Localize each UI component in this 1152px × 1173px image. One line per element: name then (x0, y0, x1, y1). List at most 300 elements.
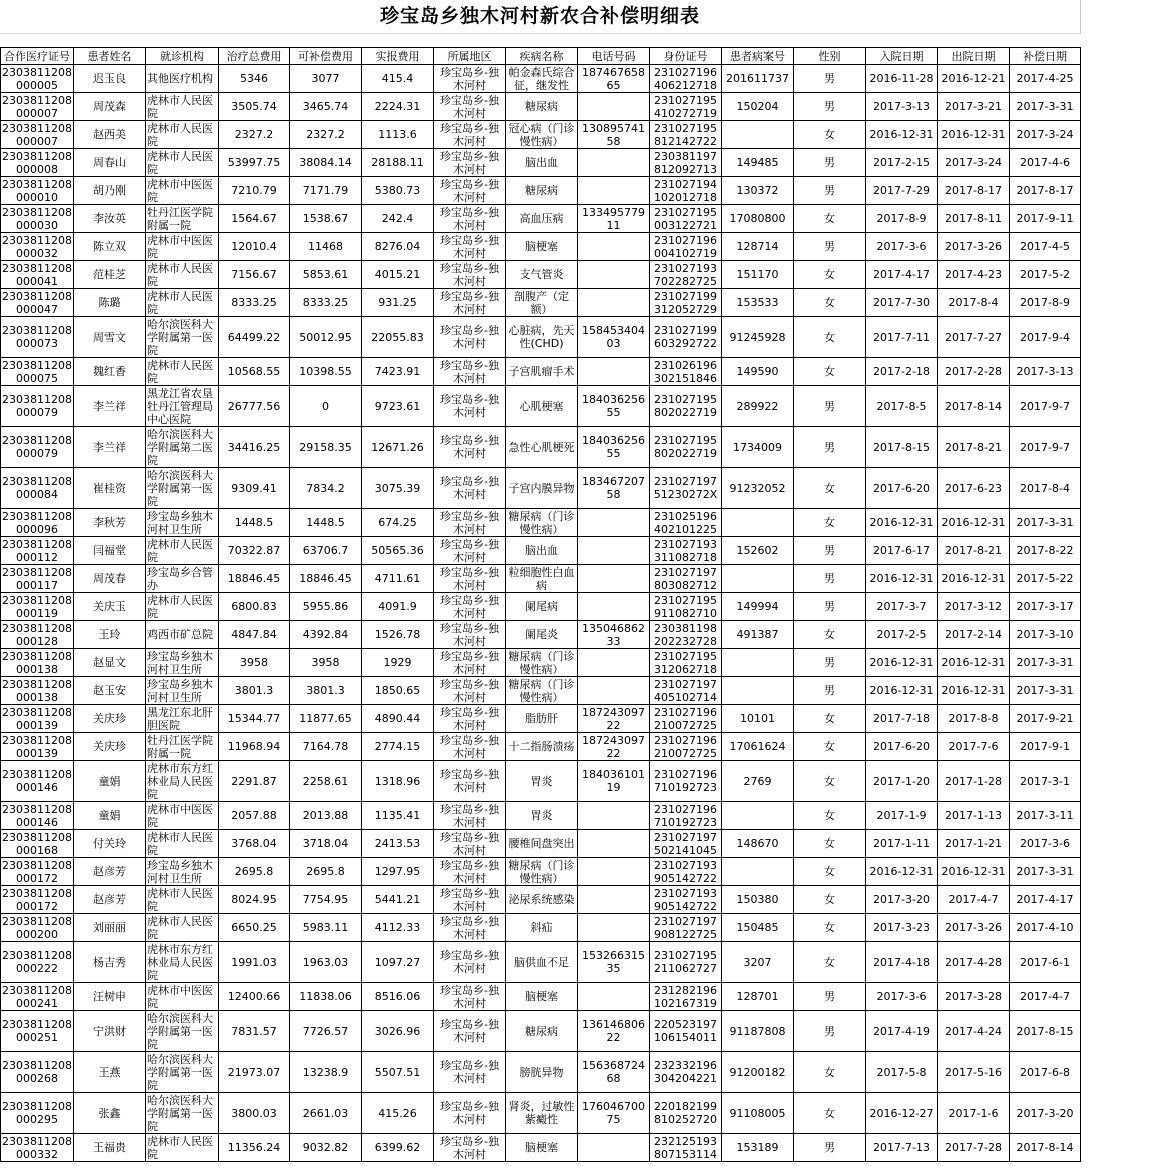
table-cell[interactable]: 范桂芝 (74, 261, 146, 289)
table-cell[interactable] (578, 537, 650, 565)
table-cell[interactable] (578, 802, 650, 830)
table-cell[interactable]: 231027199312052729 (650, 289, 722, 317)
table-cell[interactable]: 18846.45 (219, 565, 290, 593)
table-cell[interactable]: 3505.74 (219, 93, 290, 121)
table-cell[interactable]: 2017-3-20 (1010, 1093, 1081, 1134)
table-cell[interactable]: 5346 (219, 65, 290, 93)
table-cell[interactable]: 2327.2 (219, 121, 290, 149)
column-header[interactable]: 合作医疗证号 (1, 48, 74, 65)
table-cell[interactable]: 糖尿病 (506, 177, 578, 205)
table-cell[interactable]: 13349577911 (578, 205, 650, 233)
table-cell[interactable]: 153189 (722, 1134, 794, 1162)
table-cell[interactable]: 女 (794, 621, 866, 649)
table-cell[interactable]: 男 (794, 93, 866, 121)
table-cell[interactable]: 2017-6-20 (866, 468, 938, 509)
table-cell[interactable]: 陈璐 (74, 289, 146, 317)
table-cell[interactable]: 2017-1-11 (866, 830, 938, 858)
table-cell[interactable]: 17604670075 (578, 1093, 650, 1134)
table-cell[interactable]: 2017-2-5 (866, 621, 938, 649)
table-cell[interactable]: 1113.6 (362, 121, 434, 149)
table-cell[interactable]: 2017-3-26 (938, 914, 1010, 942)
table-cell[interactable]: 2303811208000073 (1, 317, 74, 358)
table-cell[interactable]: 2017-7-11 (866, 317, 938, 358)
table-cell[interactable]: 7210.79 (219, 177, 290, 205)
table-cell[interactable]: 珍宝岛乡-独木河村 (434, 1134, 506, 1162)
table-cell[interactable]: 2017-2-15 (866, 149, 938, 177)
table-cell[interactable]: 珍宝岛乡独木河村卫生所 (146, 677, 219, 705)
table-cell[interactable]: 黑龙江省农垦牡丹江管理局中心医院 (146, 386, 219, 427)
table-cell[interactable]: 11968.94 (219, 733, 290, 761)
table-cell[interactable]: 2017-2-28 (938, 358, 1010, 386)
table-cell[interactable]: 2303811208000005 (2, 65, 72, 92)
table-cell[interactable]: 2327.2 (290, 121, 362, 149)
table-cell[interactable]: 2303811208000117 (2, 565, 72, 592)
table-cell[interactable]: 珍宝岛乡-独木河村 (434, 177, 506, 205)
table-cell[interactable]: 5507.51 (362, 1052, 434, 1093)
table-cell[interactable]: 珍宝岛乡-独木河村 (434, 802, 506, 830)
table-cell[interactable]: 231027197502141045 (650, 830, 722, 858)
table-cell[interactable]: 232125193807153114 (650, 1134, 722, 1162)
table-cell[interactable]: 宁洪财 (74, 1011, 146, 1052)
table-cell[interactable]: 童娟 (74, 761, 146, 802)
table-cell[interactable]: 34416.25 (219, 427, 290, 468)
table-cell[interactable]: 5853.61 (290, 261, 362, 289)
table-cell[interactable]: 231027196406212718 (650, 65, 722, 93)
table-cell[interactable]: 黑龙江东北肝胆医院 (146, 705, 219, 733)
table-cell[interactable]: 10398.55 (290, 358, 362, 386)
table-cell[interactable]: 2017-9-1 (1010, 733, 1081, 761)
table-cell[interactable]: 2303811208000079 (1, 386, 74, 427)
table-cell[interactable]: 珍宝岛乡-独木河村 (434, 621, 506, 649)
table-cell[interactable]: 2017-4-19 (866, 1011, 938, 1052)
column-header[interactable]: 实报费用 (362, 48, 434, 65)
table-cell[interactable]: 2017-8-14 (938, 386, 1010, 427)
table-cell[interactable]: 11877.65 (290, 705, 362, 733)
table-cell[interactable]: 2661.03 (290, 1093, 362, 1134)
table-cell[interactable]: 231027196710192723 (650, 761, 722, 802)
table-cell[interactable]: 2016-12-31 (866, 121, 938, 149)
table-cell[interactable]: 汪树申 (74, 983, 146, 1011)
table-cell[interactable]: 2017-3-31 (1010, 649, 1081, 677)
table-cell[interactable]: 2017-3-11 (1010, 802, 1081, 830)
table-cell[interactable]: 2016-12-31 (938, 509, 1010, 537)
table-cell[interactable] (578, 289, 650, 317)
table-cell[interactable]: 虎林市人民医院 (146, 1134, 219, 1162)
table-cell[interactable]: 珍宝岛乡-独木河村 (434, 565, 506, 593)
table-cell[interactable]: 关庆珍 (74, 733, 146, 761)
table-cell[interactable]: 3465.74 (290, 93, 362, 121)
table-cell[interactable]: 2017-3-13 (1010, 358, 1081, 386)
table-cell[interactable]: 男 (794, 537, 866, 565)
table-cell[interactable]: 珍宝岛乡-独木河村 (434, 942, 506, 983)
table-cell[interactable]: 珍宝岛乡-独木河村 (434, 677, 506, 705)
table-cell[interactable]: 150485 (722, 914, 794, 942)
column-header[interactable]: 疾病名称 (506, 48, 578, 65)
table-cell[interactable]: 3768.04 (219, 830, 290, 858)
table-cell[interactable]: 珍宝岛乡独木河村卫生所 (146, 858, 219, 886)
table-cell[interactable]: 陈立双 (74, 233, 146, 261)
table-cell[interactable]: 15636872468 (578, 1052, 650, 1093)
table-cell[interactable]: 2303811208000119 (2, 593, 72, 620)
table-cell[interactable]: 2017-5-16 (938, 1052, 1010, 1093)
table-cell[interactable]: 8333.25 (290, 289, 362, 317)
table-cell[interactable]: 斜疝 (506, 914, 578, 942)
table-cell[interactable]: 珍宝岛乡-独木河村 (434, 537, 506, 565)
table-cell[interactable]: 胃炎 (506, 802, 578, 830)
table-cell[interactable] (578, 649, 650, 677)
table-cell[interactable]: 刘丽丽 (74, 914, 146, 942)
table-cell[interactable]: 周春山 (74, 149, 146, 177)
table-cell[interactable]: 关庆珍 (74, 705, 146, 733)
table-cell[interactable]: 91200182 (722, 1052, 794, 1093)
table-cell[interactable]: 4392.84 (290, 621, 362, 649)
table-cell[interactable]: 2017-3-6 (866, 233, 938, 261)
table-cell[interactable] (722, 565, 794, 593)
column-header[interactable]: 治疗总费用 (219, 48, 290, 65)
table-cell[interactable]: 6399.62 (362, 1134, 434, 1162)
table-cell[interactable]: 糖尿病（门诊慢性病） (506, 677, 578, 705)
table-cell[interactable]: 128701 (722, 983, 794, 1011)
table-cell[interactable]: 12671.26 (362, 427, 434, 468)
table-cell[interactable]: 哈尔滨医科大学附属第一医院 (146, 1052, 219, 1093)
table-cell[interactable]: 3958 (290, 649, 362, 677)
table-cell[interactable]: 5441.21 (362, 886, 434, 914)
table-cell[interactable]: 2303811208000138 (2, 649, 72, 676)
table-cell[interactable]: 珍宝岛乡合管办 (146, 565, 219, 593)
table-cell[interactable]: 2303811208000200 (2, 914, 72, 941)
table-cell[interactable]: 2017-3-6 (866, 983, 938, 1011)
table-cell[interactable]: 胃炎 (506, 761, 578, 802)
table-cell[interactable]: 珍宝岛乡-独木河村 (434, 65, 506, 93)
table-cell[interactable]: 男 (794, 1134, 866, 1162)
table-cell[interactable]: 2016-12-31 (866, 858, 938, 886)
table-cell[interactable] (578, 830, 650, 858)
table-cell[interactable]: 虎林市人民医院 (146, 914, 219, 942)
table-cell[interactable]: 148670 (722, 830, 794, 858)
table-cell[interactable]: 糖尿病（门诊慢性病） (506, 509, 578, 537)
table-cell[interactable]: 231027196004102719 (650, 233, 722, 261)
table-cell[interactable]: 女 (794, 830, 866, 858)
table-cell[interactable]: 珍宝岛乡-独木河村 (434, 427, 506, 468)
table-cell[interactable]: 珍宝岛乡-独木河村 (434, 983, 506, 1011)
table-cell[interactable]: 231027199603292722 (650, 317, 722, 358)
table-cell[interactable]: 虎林市人民医院 (146, 537, 219, 565)
table-cell[interactable]: 2017-8-22 (1010, 537, 1081, 565)
table-cell[interactable]: 脑梗塞 (506, 1134, 578, 1162)
table-cell[interactable]: 哈尔滨医科大学附属第一医院 (146, 1093, 219, 1134)
table-cell[interactable]: 剖腹产（定额） (506, 289, 578, 317)
table-cell[interactable]: 2303811208000079 (1, 427, 74, 468)
table-cell[interactable]: 2017-3-31 (1010, 677, 1081, 705)
table-cell[interactable]: 迟玉良 (74, 65, 146, 93)
table-cell[interactable]: 2017-1-21 (938, 830, 1010, 858)
table-cell[interactable]: 王燕 (74, 1052, 146, 1093)
table-cell[interactable]: 6650.25 (219, 914, 290, 942)
table-cell[interactable]: 1297.95 (362, 858, 434, 886)
table-cell[interactable]: 8024.95 (219, 886, 290, 914)
column-header[interactable]: 患者姓名 (74, 48, 146, 65)
table-cell[interactable]: 2017-1-9 (866, 802, 938, 830)
table-cell[interactable]: 1850.65 (362, 677, 434, 705)
table-cell[interactable]: 珍宝岛乡-独木河村 (434, 386, 506, 427)
table-cell[interactable]: 2016-12-31 (866, 649, 938, 677)
table-cell[interactable]: 231027195312062718 (650, 649, 722, 677)
table-cell[interactable]: 2017-4-17 (866, 261, 938, 289)
table-cell[interactable]: 9032.82 (290, 1134, 362, 1162)
table-cell[interactable]: 支气管炎 (506, 261, 578, 289)
table-cell[interactable]: 289922 (722, 386, 794, 427)
table-cell[interactable]: 3026.96 (362, 1011, 434, 1052)
table-cell[interactable]: 膀胱异物 (506, 1052, 578, 1093)
table-cell[interactable]: 女 (794, 205, 866, 233)
table-cell[interactable]: 2303811208000138 (2, 677, 72, 704)
column-header[interactable]: 所属地区 (434, 48, 506, 65)
table-cell[interactable]: 帕金森氏综合征，继发性 (506, 65, 578, 93)
table-cell[interactable]: 10568.55 (219, 358, 290, 386)
table-cell[interactable]: 泌尿系统感染 (506, 886, 578, 914)
table-cell[interactable]: 男 (794, 386, 866, 427)
table-cell[interactable]: 虎林市人民医院 (146, 830, 219, 858)
table-cell[interactable]: 231027195211062727 (650, 942, 722, 983)
table-cell[interactable]: 2017-8-9 (1010, 289, 1081, 317)
table-cell[interactable]: 2017-8-8 (938, 705, 1010, 733)
table-cell[interactable]: 151170 (722, 261, 794, 289)
table-cell[interactable]: 珍宝岛乡-独木河村 (434, 468, 506, 509)
table-cell[interactable]: 150204 (722, 93, 794, 121)
table-cell[interactable]: 15344.77 (219, 705, 290, 733)
table-cell[interactable]: 3801.3 (219, 677, 290, 705)
table-cell[interactable]: 女 (794, 121, 866, 149)
table-cell[interactable]: 2303811208000172 (2, 858, 72, 885)
table-cell[interactable]: 2017-4-28 (938, 942, 1010, 983)
table-cell[interactable]: 2017-7-6 (938, 733, 1010, 761)
table-cell[interactable]: 2017-3-13 (866, 93, 938, 121)
table-cell[interactable]: 2303811208000041 (2, 261, 72, 288)
table-cell[interactable]: 2017-1-20 (866, 761, 938, 802)
table-cell[interactable]: 2057.88 (219, 802, 290, 830)
table-cell[interactable] (578, 983, 650, 1011)
table-cell[interactable]: 1564.67 (219, 205, 290, 233)
table-cell[interactable]: 231027196210072725 (650, 705, 722, 733)
table-cell[interactable]: 2017-3-23 (866, 914, 938, 942)
table-cell[interactable]: 242.4 (362, 205, 434, 233)
table-cell[interactable]: 7164.78 (290, 733, 362, 761)
table-cell[interactable]: 虎林市人民医院 (146, 358, 219, 386)
table-cell[interactable]: 4847.84 (219, 621, 290, 649)
table-cell[interactable]: 231027195802022719 (650, 427, 722, 468)
table-cell[interactable]: 2017-8-11 (938, 205, 1010, 233)
table-cell[interactable]: 女 (794, 914, 866, 942)
table-cell[interactable]: 2303811208000075 (2, 358, 72, 385)
table-cell[interactable]: 2017-9-4 (1010, 317, 1081, 358)
table-cell[interactable]: 杨吉秀 (74, 942, 146, 983)
table-cell[interactable] (722, 677, 794, 705)
table-cell[interactable]: 赵显文 (74, 649, 146, 677)
table-cell[interactable]: 149590 (722, 358, 794, 386)
table-cell[interactable]: 5380.73 (362, 177, 434, 205)
table-cell[interactable]: 2303811208000222 (1, 942, 74, 983)
table-cell[interactable]: 虎林市人民医院 (146, 886, 219, 914)
table-cell[interactable]: 十二指肠溃疡 (506, 733, 578, 761)
table-cell[interactable]: 18403625655 (578, 427, 650, 468)
table-cell[interactable]: 男 (794, 649, 866, 677)
column-header[interactable]: 补偿日期 (1010, 48, 1081, 65)
table-cell[interactable]: 153533 (722, 289, 794, 317)
table-cell[interactable]: 18746765865 (578, 65, 650, 93)
table-cell[interactable]: 674.25 (362, 509, 434, 537)
table-cell[interactable]: 11356.24 (219, 1134, 290, 1162)
table-cell[interactable]: 2016-12-31 (938, 121, 1010, 149)
table-cell[interactable] (578, 858, 650, 886)
table-cell[interactable]: 231026196302151846 (650, 358, 722, 386)
table-cell[interactable]: 4711.61 (362, 565, 434, 593)
table-cell[interactable]: 男 (794, 233, 866, 261)
column-header[interactable]: 患者病案号 (722, 48, 794, 65)
table-cell[interactable]: 2017-9-7 (1010, 427, 1081, 468)
table-cell[interactable]: 231027195410272719 (650, 93, 722, 121)
table-cell[interactable]: 2303811208000096 (2, 509, 72, 536)
table-cell[interactable]: 4890.44 (362, 705, 434, 733)
table-cell[interactable]: 415.26 (362, 1093, 434, 1134)
table-cell[interactable]: 7754.95 (290, 886, 362, 914)
table-cell[interactable] (722, 649, 794, 677)
table-cell[interactable]: 220182199810252720 (650, 1093, 722, 1134)
table-cell[interactable]: 2017-3-28 (938, 983, 1010, 1011)
table-cell[interactable]: 2016-12-31 (866, 509, 938, 537)
table-cell[interactable]: 2303811208000007 (2, 93, 72, 120)
table-cell[interactable]: 29158.35 (290, 427, 362, 468)
table-cell[interactable]: 26777.56 (219, 386, 290, 427)
column-header[interactable]: 电话号码 (578, 48, 650, 65)
table-cell[interactable]: 17061624 (722, 733, 794, 761)
table-cell[interactable] (722, 121, 794, 149)
table-cell[interactable]: 220523197106154011 (650, 1011, 722, 1052)
table-cell[interactable]: 2017-5-8 (866, 1052, 938, 1093)
table-cell[interactable]: 2303811208000251 (1, 1011, 74, 1052)
table-cell[interactable]: 2017-6-23 (938, 468, 1010, 509)
table-cell[interactable]: 赵彦芳 (74, 886, 146, 914)
table-cell[interactable]: 2303811208000084 (1, 468, 74, 509)
table-cell[interactable]: 2017-3-1 (1010, 761, 1081, 802)
table-cell[interactable]: 糖尿病（门诊慢性病） (506, 649, 578, 677)
table-cell[interactable]: 2017-7-29 (866, 177, 938, 205)
table-cell[interactable]: 2695.8 (219, 858, 290, 886)
table-cell[interactable]: 2303811208000008 (2, 149, 72, 176)
table-cell[interactable]: 9309.41 (219, 468, 290, 509)
table-cell[interactable]: 男 (794, 983, 866, 1011)
table-cell[interactable]: 7156.67 (219, 261, 290, 289)
table-cell[interactable]: 周雪文 (74, 317, 146, 358)
table-cell[interactable]: 2017-1-6 (938, 1093, 1010, 1134)
column-header[interactable]: 出院日期 (938, 48, 1010, 65)
table-cell[interactable]: 脑梗塞 (506, 983, 578, 1011)
table-cell[interactable]: 闫福堂 (74, 537, 146, 565)
table-cell[interactable]: 18724309722 (578, 733, 650, 761)
table-cell[interactable]: 11468 (290, 233, 362, 261)
table-cell[interactable]: 2303811208000030 (2, 205, 72, 232)
table-cell[interactable]: 牡丹江医学院附属一院 (146, 205, 219, 233)
table-cell[interactable]: 2303811208000295 (1, 1093, 74, 1134)
table-cell[interactable]: 231027195911082710 (650, 593, 722, 621)
table-cell[interactable]: 李秋芳 (74, 509, 146, 537)
table-cell[interactable]: 2303811208000268 (1, 1052, 74, 1093)
column-header[interactable]: 性别 (794, 48, 866, 65)
table-cell[interactable]: 2017-2-14 (938, 621, 1010, 649)
table-cell[interactable]: 珍宝岛乡-独木河村 (434, 830, 506, 858)
table-cell[interactable]: 女 (794, 733, 866, 761)
table-cell[interactable]: 2016-11-28 (866, 65, 938, 93)
table-cell[interactable]: 3958 (219, 649, 290, 677)
table-cell[interactable]: 2413.53 (362, 830, 434, 858)
table-cell[interactable]: 女 (794, 761, 866, 802)
table-cell[interactable] (578, 509, 650, 537)
table-cell[interactable]: 珍宝岛乡-独木河村 (434, 93, 506, 121)
table-cell[interactable]: 糖尿病 (506, 1011, 578, 1052)
table-cell[interactable]: 91187808 (722, 1011, 794, 1052)
table-cell[interactable]: 珍宝岛乡-独木河村 (434, 509, 506, 537)
table-cell[interactable]: 201611737 (722, 65, 794, 93)
table-cell[interactable]: 12400.66 (219, 983, 290, 1011)
table-cell[interactable]: 李兰祥 (74, 427, 146, 468)
table-cell[interactable]: 周茂春 (74, 565, 146, 593)
table-cell[interactable]: 231027193702282725 (650, 261, 722, 289)
table-cell[interactable]: 2017-8-4 (1010, 468, 1081, 509)
table-cell[interactable]: 5955.86 (290, 593, 362, 621)
table-cell[interactable]: 女 (794, 358, 866, 386)
table-cell[interactable]: 虎林市东方红林业局人民医院 (146, 942, 219, 983)
table-cell[interactable]: 11838.06 (290, 983, 362, 1011)
table-cell[interactable]: 崔桂资 (74, 468, 146, 509)
table-cell[interactable]: 231027195812142722 (650, 121, 722, 149)
table-cell[interactable]: 哈尔滨医科大学附属第一医院 (146, 468, 219, 509)
table-cell[interactable]: 70322.87 (219, 537, 290, 565)
table-cell[interactable]: 2017-6-17 (866, 537, 938, 565)
table-cell[interactable]: 231027196710192723 (650, 802, 722, 830)
table-cell[interactable]: 2017-4-23 (938, 261, 1010, 289)
table-cell[interactable]: 8276.04 (362, 233, 434, 261)
table-cell[interactable]: 2017-6-20 (866, 733, 938, 761)
table-cell[interactable]: 4091.9 (362, 593, 434, 621)
table-cell[interactable]: 2303811208000047 (2, 289, 72, 316)
table-cell[interactable]: 赵玉安 (74, 677, 146, 705)
table-cell[interactable]: 虎林市人民医院 (146, 121, 219, 149)
table-cell[interactable]: 3077 (290, 65, 362, 93)
table-cell[interactable]: 7831.57 (219, 1011, 290, 1052)
table-cell[interactable]: 女 (794, 886, 866, 914)
table-cell[interactable]: 2017-4-24 (938, 1011, 1010, 1052)
table-cell[interactable]: 2303811208000168 (2, 830, 72, 857)
table-cell[interactable]: 231027197405102714 (650, 677, 722, 705)
table-cell[interactable]: 152602 (722, 537, 794, 565)
table-cell[interactable]: 虎林市人民医院 (146, 93, 219, 121)
table-cell[interactable]: 关庆玉 (74, 593, 146, 621)
table-cell[interactable] (578, 914, 650, 942)
table-cell[interactable]: 2017-8-21 (938, 537, 1010, 565)
table-cell[interactable]: 2016-12-31 (866, 565, 938, 593)
table-cell[interactable]: 2695.8 (290, 858, 362, 886)
table-cell[interactable]: 128714 (722, 233, 794, 261)
table-cell[interactable]: 22055.83 (362, 317, 434, 358)
table-cell[interactable]: 赵西美 (74, 121, 146, 149)
table-cell[interactable]: 男 (794, 677, 866, 705)
column-header[interactable]: 入院日期 (866, 48, 938, 65)
table-cell[interactable]: 珍宝岛乡-独木河村 (434, 761, 506, 802)
table-cell[interactable]: 2017-3-31 (1010, 93, 1081, 121)
table-cell[interactable]: 粒细胞性白血病 (506, 565, 578, 593)
table-cell[interactable]: 18403610119 (578, 761, 650, 802)
table-cell[interactable]: 231027196210072725 (650, 733, 722, 761)
table-cell[interactable]: 心肌梗塞 (506, 386, 578, 427)
